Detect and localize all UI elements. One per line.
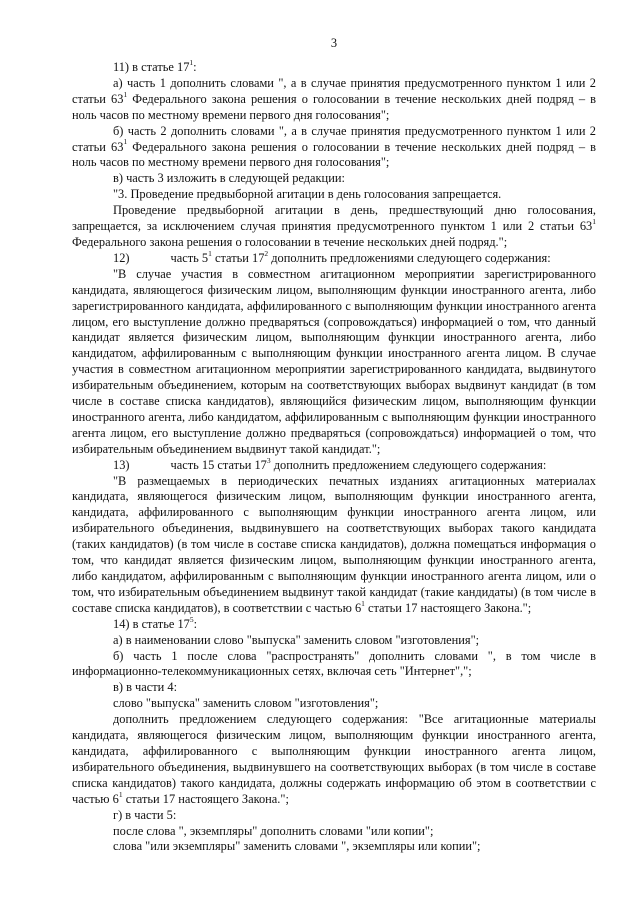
item-11a-paragraph: а) часть 1 дополнить словами ", а в случае принятия предусмотренного пунктом 1 или 2 статьи $63^1$ Федерального закона решения о голосовании в течение нескольких дней подряд – в ноль часов по местному времени первого дня голосования"; [72, 75, 597, 122]
item-14-heading: 14) в статье $17^5$: [113, 614, 198, 631]
page-number: 3 [330, 36, 338, 50]
item-14g-first: после слова ", экземпляры" дополнить словами "или копии"; [113, 823, 434, 838]
item-12-heading: 12) часть $5^1$ статьи $17^2$ дополнить предложениями следующего содержания: [113, 248, 551, 265]
document-page [72, 0, 596, 905]
item-14g-heading: г) в части 5: [113, 807, 177, 822]
item-14v-heading: в) в части 4: [113, 680, 178, 695]
item-12-quoted-text: "В случае участия в совместном агитационном мероприятии зарегистрированного кандидата, являющегося физическим лицом, выполняющим функции иностранного агента, либо зарегистрированного кандидата, аффилированного с выполняющим функции иностранного агента лицом, его выступление должно предваряться (сопровождаться) информацией о том, что данный кандидат является физическим лицом, выполняющим функции иностранного агента, либо кандидатом, аффилированным с выполняющим функции иностранного агента лицом. В случае участия в совместном агитационном мероприятии зарегистрированного кандидата, выдвинутого избирательным объединением, которым на соответствующих выборах выдвинут кандидат (в том числе в составе списка кандидатов), являющийся физическим лицом, выполняющим функции иностранного агента, либо кандидатом, аффилированным с выполняющим функции иностранного агента лицом, его выступление должно предваряться (сопровождаться) информацией о том, что избирательным объединением выдвинут такой кандидат."; [72, 266, 596, 456]
quoted-part-3: "3. Проведение предвыборной агитации в день голосования запрещается. [113, 187, 502, 202]
item-14b-paragraph: б) часть 1 после слова "распространять" дополнить словами ", в том числе в информационно-телекоммуникационных сетях, включая сеть "Интернет","; [72, 648, 596, 679]
item-13-heading: 13) часть 15 статьи $17^3$ дополнить предложением следующего содержания: [113, 455, 547, 472]
item-13-quoted-text: "В размещаемых в периодических печатных изданиях агитационных материалах кандидата, являющегося физическим лицом, выполняющим функции иностранного агента, кандидата, аффилированного с выполняющим функции иностранного агента лицом, или избирательного объединения, выдвинувшего на соответствующих выборах такого кандидата (таких кандидатов) (в том числе в составе списка кандидатов), должна помещаться информация о том, что кандидат является физическим лицом, выполняющим функции иностранного агента, либо кандидатом, аффилированным с выполняющим функции иностранного агента лицом, или о том, что избирательным объединением выдвинут такой кандидат (такие кандидаты) (в том числе в составе списка кандидатов), в соответствии с частью $6^1$ статьи 17 настоящего Закона."; [72, 473, 596, 615]
item-11v-paragraph: в) часть 3 изложить в следующей редакции: [113, 171, 345, 186]
document-body [72, 57, 597, 855]
item-14v-addition: дополнить предложением следующего содержания: "Все агитационные материалы кандидата, являющегося физическим лицом, выполняющим функции иностранного агента, кандидата, аффилированного с выполняющим функции иностранного агента лицом, избирательного объединения, выдвинувшего на соответствующих выборах (в том числе в составе списка кандидатов) такого кандидата, должны содержать информацию об этом в соответствии с частью $6^1$ статьи 17 настоящего Закона."; [72, 712, 596, 806]
item-11-heading: 11) в статье $17^1$: [113, 57, 197, 74]
item-14a-paragraph: а) в наименовании слово "выпуска" заменить словом "изготовления"; [113, 632, 480, 647]
quoted-agitation-paragraph: Проведение предвыборной агитации в день, предшествующий дню голосования, запрещается, за исключением случая принятия предусмотренного пунктом 1 или 2 статьи $63^1$ Федерального закона решения о голосовании в течение нескольких дней подряд."; [72, 203, 596, 249]
item-14g-second: слова "или экземпляры" заменить словами ", экземпляры или копии"; [113, 839, 481, 854]
item-14v-replace: слово "выпуска" заменить словом "изготовления"; [113, 696, 379, 711]
item-11b-paragraph: б) часть 2 дополнить словами ", а в случае принятия предусмотренного пунктом 1 или 2 статьи $63^1$ Федерального закона решения о голосовании в течение нескольких дней подряд – в ноль часов по местному времени первого дня голосования"; [72, 123, 597, 170]
